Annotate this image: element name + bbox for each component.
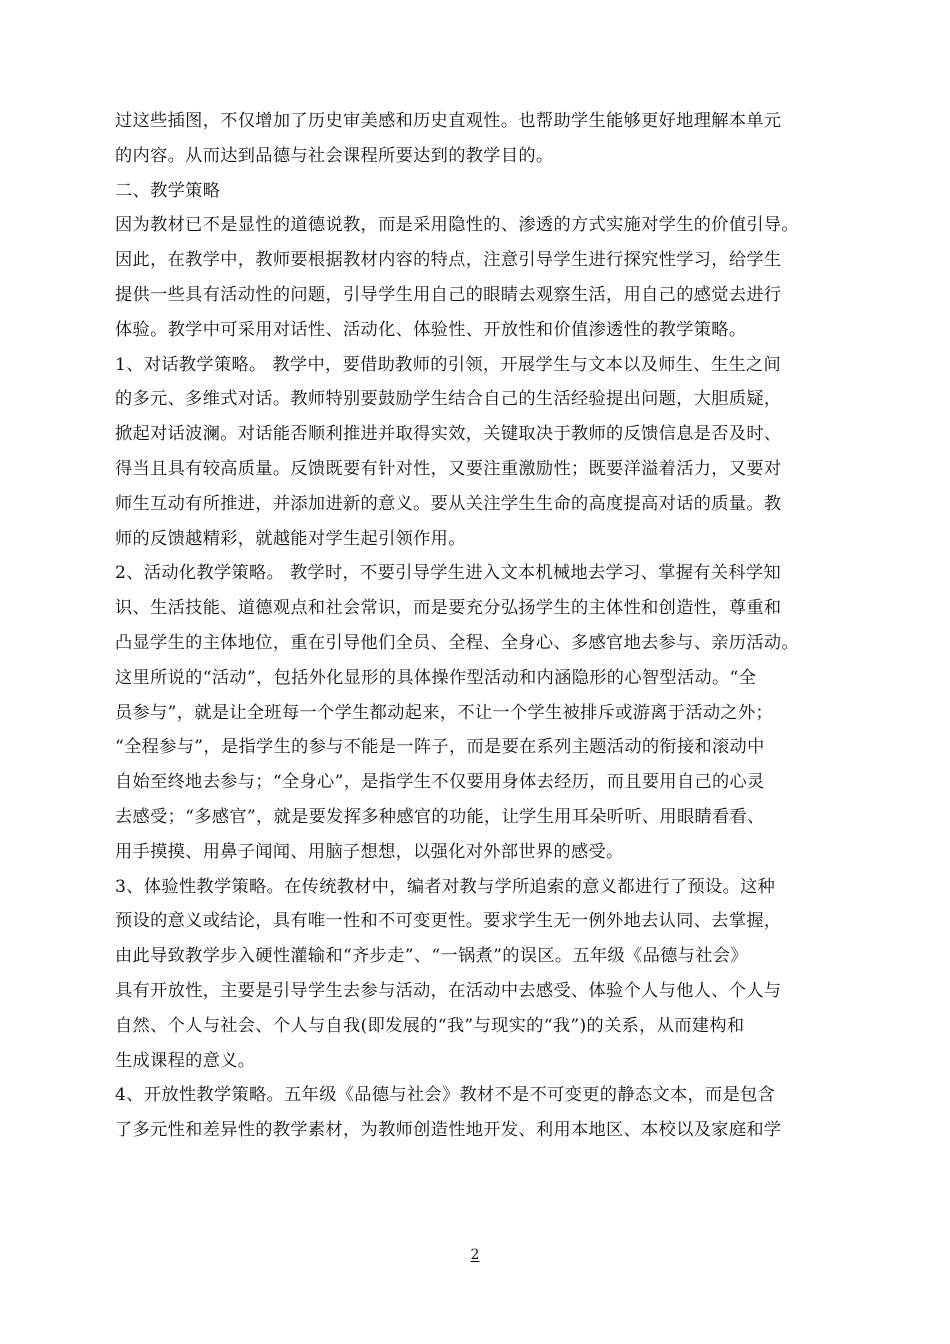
text-line: 因此，在教学中，教师要根据教材内容的特点，注意引导学生进行探究性学习，给学生 [115,250,782,271]
text-line: 的多元、多维式对话。教师特别要鼓励学生结合自己的生活经验提出问题，大胆质疑， [115,389,782,410]
text-line: 得当且具有较高质量。反馈既要有针对性，又要注重激励性；既要洋溢着活力，又要对 [115,458,782,479]
text-line: 的内容。从而达到品德与社会课程所要达到的教学目的。 [115,145,554,166]
text-line: 师生互动有所推进，并添加进新的意义。要从关注学生生命的高度提高对话的质量。教 [115,493,782,514]
text-line: 二、教学策略 [115,180,221,201]
text-line: 用手摸摸、用鼻子闻闻、用脑子想想，以强化对外部世界的感受。 [115,841,624,862]
text-line: 预设的意义或结论，具有唯一性和不可变更性。要求学生无一例外地去认同、去掌握， [115,911,782,932]
text-line: 自然、个人与社会、个人与自我(即发展的“我”与现实的“我”)的关系，从而建构和 [115,1015,745,1036]
text-line: 凸显学生的主体地位，重在引导他们全员、全程、全身心、多感官地去参与、亲历活动。 [115,632,799,653]
text-line: 自始至终地去参与；“全身心”，是指学生不仅要用身体去经历，而且要用自己的心灵 [115,772,765,793]
text-line: 提供一些具有活动性的问题，引导学生用自己的眼睛去观察生活，用自己的感觉去进行 [115,284,782,305]
text-line: 掀起对话波澜。对话能否顺利推进并取得实效，关键取决于教师的反馈信息是否及时、 [115,424,782,445]
text-line: 2、活动化教学策略。 教学时，不要引导学生进入文本机械地去学习、掌握有关科学知 [115,563,781,584]
text-line: 因为教材已不是显性的道德说教，而是采用隐性的、渗透的方式实施对学生的价值引导。 [115,215,799,236]
page-number: 2 [470,1247,480,1263]
text-line: 4、开放性教学策略。五年级《品德与社会》教材不是不可变更的静态文本，而是包含 [115,1085,776,1106]
text-line: 师的反馈越精彩，就越能对学生起引领作用。 [115,528,466,549]
text-line: 这里所说的“活动”，包括外化显形的具体操作型活动和内涵隐形的心智型活动。“全 [115,667,757,688]
text-line: 生成课程的意义。 [115,1050,256,1071]
body-text [115,104,845,1148]
text-line: 员参与”，就是让全班每一个学生都动起来，不让一个学生被排斥或游离于活动之外； [115,702,774,723]
text-line: 去感受；“多感官”，就是要发挥多种感官的功能，让学生用耳朵听听、用眼睛看看、 [115,806,765,827]
text-line: 体验。教学中可采用对话性、活动化、体验性、开放性和价值渗透性的教学策略。 [115,319,747,340]
text-line: 1、对话教学策略。 教学中，要借助教师的引领，开展学生与文本以及师生、生生之间 [115,354,781,375]
text-line: “全程参与”，是指学生的参与不能是一阵子，而是要在系列主题活动的衔接和滚动中 [115,737,765,758]
text-line: 过这些插图，不仅增加了历史审美感和历史直观性。也帮助学生能够更好地理解本单元 [115,111,782,131]
text-line: 3、体验性教学策略。在传统教材中，编者对教与学所追索的意义都进行了预设。这种 [115,876,776,897]
text-line: 识、生活技能、道德观点和社会常识，而是要充分弘扬学生的主体性和创造性，尊重和 [115,598,782,619]
text-line: 了多元性和差异性的教学素材，为教师创造性地开发、利用本地区、本校以及家庭和学 [115,1120,782,1141]
text-line: 具有开放性，主要是引导学生去参与活动，在活动中去感受、体验个人与他人、个人与 [115,980,782,1001]
text-line: 由此导致教学步入硬性灌输和“齐步走”、“一锅煮”的误区。五年级《品德与社会》 [115,946,748,967]
